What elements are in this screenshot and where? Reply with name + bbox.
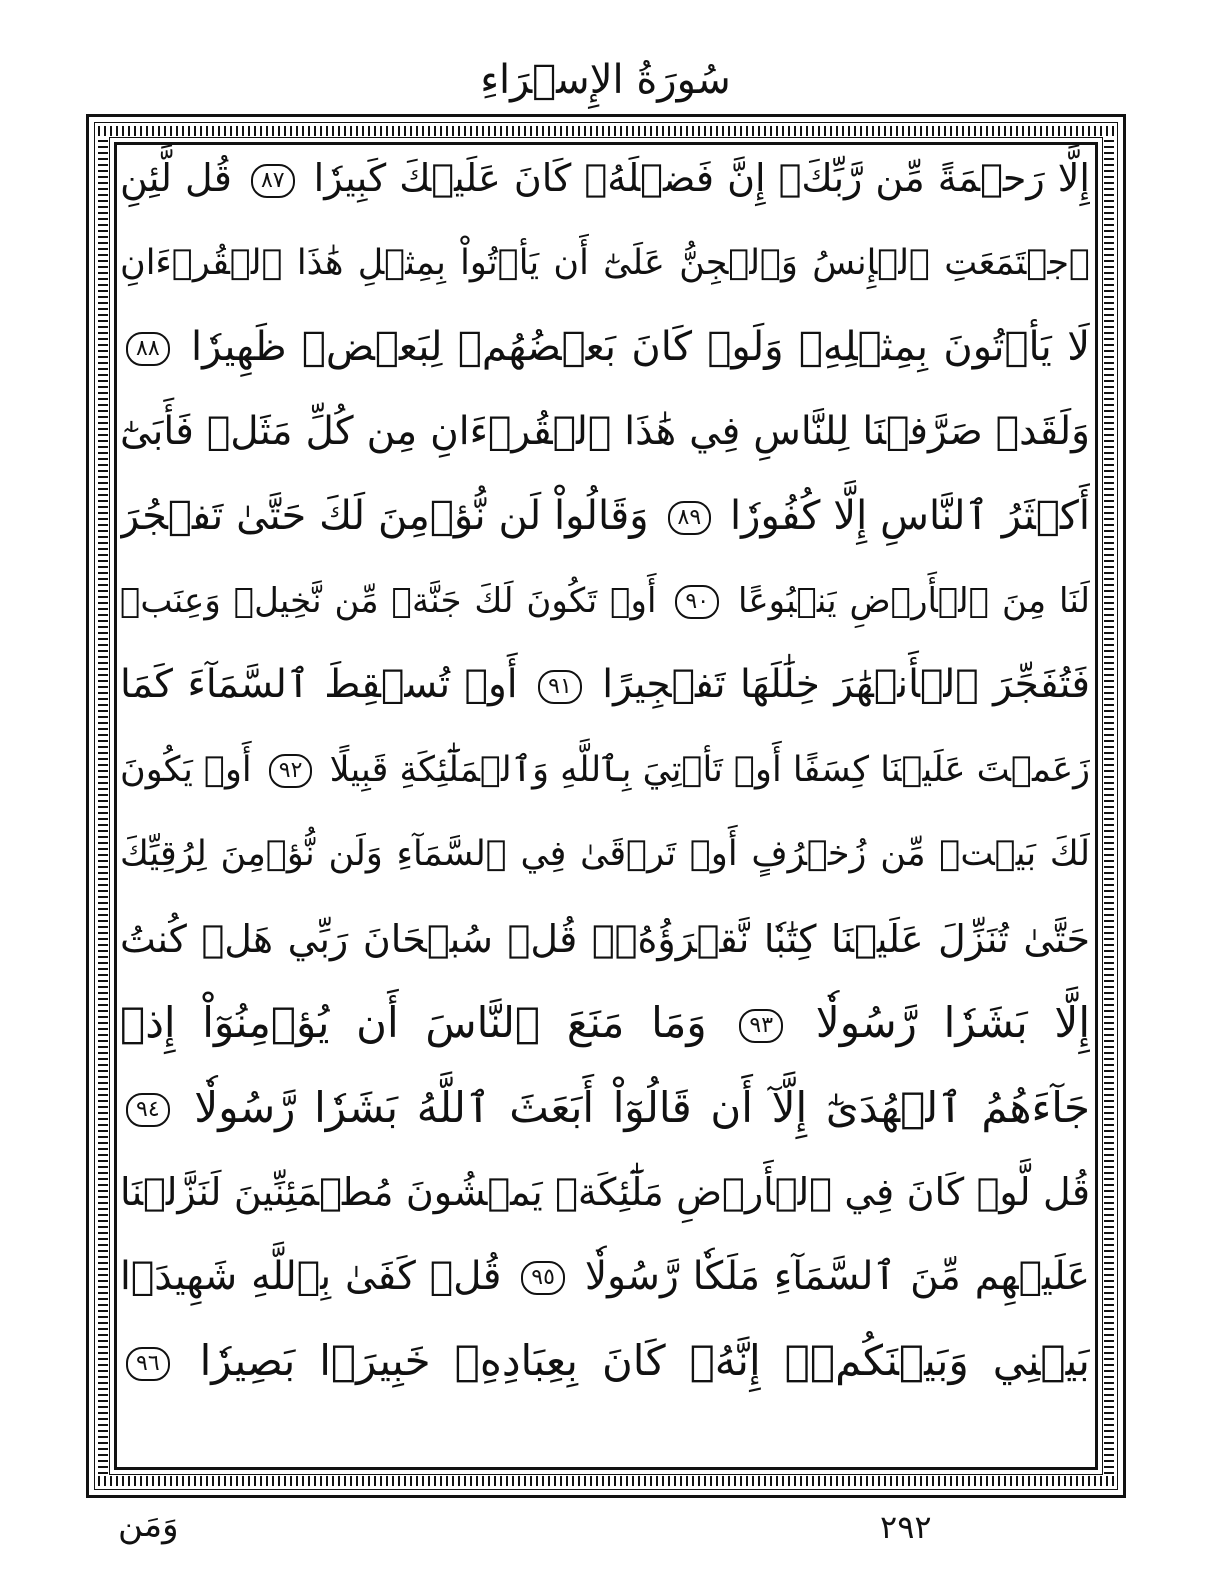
ayah-number-marker: ٩٣ [739,1009,783,1043]
ayah-text-continued: قُلۡ كَفَىٰ بِٱللَّهِ شَهِيدَۢا [120,1253,502,1299]
ayah-text: ٱجۡتَمَعَتِ ٱلۡإِنسُ وَٱلۡجِنُّ عَلَىٰٓ أَن يَأۡتُواْ بِمِثۡلِ هَٰذَا ٱلۡقُرۡءَانِ [120,242,1090,283]
ayah-text-continued: أَوۡ يَكُونَ [120,749,252,790]
ayah-text: إِلَّا رَحۡمَةً مِّن رَّبِّكَۚ إِنَّ فَضۡلَهُۥ كَانَ عَلَيۡكَ كَبِيرٗا [313,156,1090,200]
ayah-text: جَآءَهُمُ ٱلۡهُدَىٰٓ إِلَّآ أَن قَالُوٓاْ أَبَعَثَ ٱللَّهُ بَشَرٗا رَّسُولٗا [194,1082,1090,1132]
text-line [120,643,1090,728]
ayah-text-continued: أَوۡ تُسۡقِطَ ٱلسَّمَآءَ كَمَا [120,662,518,707]
ayah-number-marker: ٨٨ [126,332,170,366]
ayah-text: بَيۡنِي وَبَيۡنَكُمۡۚ إِنَّهُۥ كَانَ بِعِبَادِهِۦ خَبِيرَۢا بَصِيرٗا [199,1336,1090,1385]
catchword: وَمَن [118,1505,179,1545]
ayah-text: وَلَقَدۡ صَرَّفۡنَا لِلنَّاسِ فِي هَٰذَا ٱلۡقُرۡءَانِ مِن كُلِّ مَثَلٖ فَأَبَىٰٓ [120,408,1090,454]
ayah-number-marker: ٩٤ [126,1093,170,1127]
text-line [120,1150,1090,1235]
ayah-text: حَتَّىٰ تُنَزِّلَ عَلَيۡنَا كِتَٰبٗا نَّقۡرَؤُهُۥۗ قُلۡ سُبۡحَانَ رَبِّي هَلۡ كُنتُ [120,916,1090,961]
text-line [120,474,1090,559]
text-line [120,559,1090,644]
text-line [120,136,1090,221]
text-line [120,221,1090,306]
text-line [120,390,1090,475]
ayah-number-marker: ٨٧ [251,164,295,198]
ayah-text: عَلَيۡهِم مِّنَ ٱلسَّمَآءِ مَلَكٗا رَّسُولٗا [584,1253,1090,1299]
ayah-number-marker: ٨٩ [668,501,712,535]
ayah-text: لَنَا مِنَ ٱلۡأَرۡضِ يَنۢبُوعًا [738,580,1090,621]
ayah-text: فَتُفَجِّرَ ٱلۡأَنۡهَٰرَ خِلَٰلَهَا تَفۡجِيرًا [602,662,1090,707]
ayah-text-continued: وَمَا مَنَعَ ٱلنَّاسَ أَن يُؤۡمِنُوٓاْ إِذۡ [120,998,707,1047]
ayah-text: لَكَ بَيۡتٞ مِّن زُخۡرُفٍ أَوۡ تَرۡقَىٰ فِي ٱلسَّمَآءِ وَلَن نُّؤۡمِنَ لِرُقِيِّكَ [120,834,1090,874]
text-line [120,305,1090,390]
text-line [120,812,1090,897]
ayah-text: قُل لَّوۡ كَانَ فِي ٱلۡأَرۡضِ مَلَٰٓئِكَةٞ يَمۡشُونَ مُطۡمَئِنِّينَ لَنَزَّلۡنَا [120,1170,1090,1214]
ayah-text: إِلَّا بَشَرٗا رَّسُولٗا [815,998,1090,1047]
ayah-text-continued: أَوۡ تَكُونَ لَكَ جَنَّةٞ مِّن نَّخِيلٖ وَعِنَبٖ [120,580,657,621]
ayah-text-continued: وَقَالُواْ لَن نُّؤۡمِنَ لَكَ حَتَّىٰ تَفۡجُرَ [120,493,649,539]
ayah-number-marker: ٩٥ [521,1261,565,1295]
text-line [120,981,1090,1066]
text-line [120,1235,1090,1320]
ayah-text-continued: قُل لَّئِنِ [120,156,232,200]
surah-title: سُورَةُ الإِسۡرَاءِ [480,57,731,103]
text-line [120,897,1090,982]
ayah-text: لَا يَأۡتُونَ بِمِثۡلِهِۦ وَلَوۡ كَانَ بَعۡضُهُمۡ لِبَعۡضٖ ظَهِيرٗا [191,324,1090,370]
quran-text-block [120,136,1090,1404]
text-line [120,1319,1090,1404]
ayah-number-marker: ٩٦ [126,1347,170,1381]
ayah-text: أَكۡثَرُ ٱلنَّاسِ إِلَّا كُفُورٗا [730,493,1090,539]
text-line [120,1066,1090,1151]
ayah-number-marker: ٩٠ [675,585,719,619]
page-number: ٢٩٢ [880,1508,932,1546]
ayah-text: زَعَمۡتَ عَلَيۡنَا كِسَفًا أَوۡ تَأۡتِيَ بِٱللَّهِ وَٱلۡمَلَٰٓئِكَةِ قَبِيلًا [329,749,1090,790]
text-line [120,728,1090,813]
ayah-number-marker: ٩١ [538,670,582,704]
ayah-number-marker: ٩٢ [269,754,313,788]
